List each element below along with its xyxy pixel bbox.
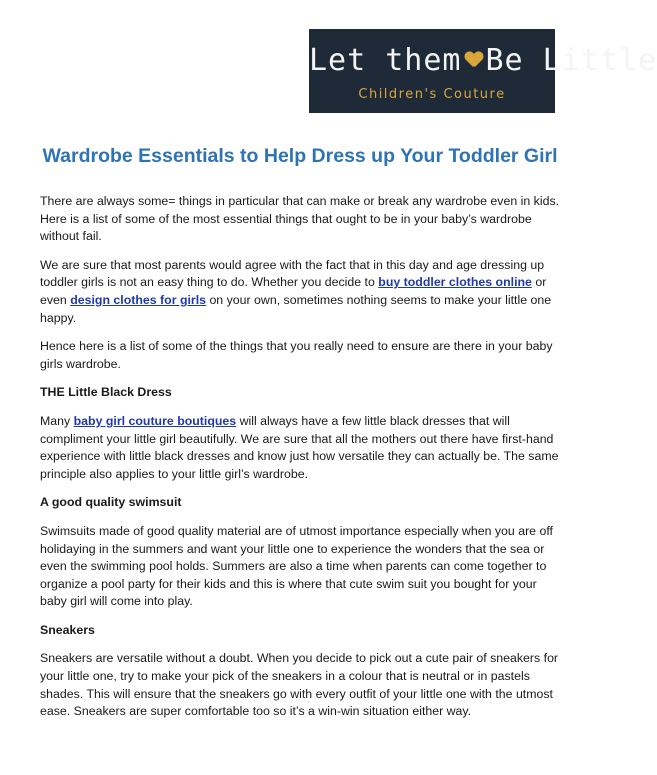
heading-swimsuit: A good quality swimsuit [40, 495, 182, 510]
paragraph-parents [40, 257, 562, 327]
paragraph-text: We are sure that most parents would agree with the fact that in this day and age dressing up toddler girls is not an easy thing to do. Whether you decide to [40, 257, 545, 290]
logo-text-part1: Let them [309, 43, 462, 78]
page-title: Wardrobe Essentials to Help Dress up Your Toddler Girl [42, 145, 558, 167]
paragraph-text: will always have a few little black dresses that will compliment your little girl beautifully. We are sure that all the mothers out there have first-hand experience with little black dresses and know just how versatile they can actually be. The same principle also applies to your little girl’s wardrobe. [40, 413, 559, 481]
paragraph-text: Many [40, 413, 74, 428]
paragraph-swimsuit: Swimsuits made of good quality material are of utmost importance especially when you are off holidaying in the summers and want your little one to experience the wonders that the sea or even the swimming pool holds. Summers are also a time when parents can come together to organize a pool party for their kids and this is where that cute swim suit you bought for your baby girl will come into play. [40, 523, 553, 609]
brand-logo [309, 29, 657, 113]
intro-paragraph: There are always some= things in particular that can make or break any wardrobe even in kids. Here is a list of some of the most essential things that ought to be in your baby’s wardrobe without fail. [40, 194, 560, 244]
logo-text-part2: Be Little [485, 43, 657, 78]
paragraph-list-intro: Hence here is a list of some of the things that you really need to ensure are there in your baby girls wardrobe. [40, 339, 553, 371]
paragraph-text: or even [40, 275, 547, 307]
link-buy-toddler-clothes-online[interactable]: buy toddler clothes online [378, 275, 532, 290]
article-body [40, 193, 562, 732]
link-design-clothes-for-girls[interactable]: design clothes for girls [70, 292, 207, 307]
logo-tagline: Children's Couture [358, 87, 506, 102]
logo-wordmark [309, 43, 657, 79]
link-baby-girl-couture-boutiques[interactable]: baby girl couture boutiques [73, 413, 237, 428]
heading-sneakers: Sneakers [40, 622, 95, 637]
heart-icon [465, 52, 483, 68]
paragraph-little-black-dress [40, 413, 562, 483]
paragraph-text: on your own, sometimes nothing seems to make your little one happy. [40, 292, 552, 325]
paragraph-sneakers: Sneakers are versatile without a doubt. When you decide to pick out a cute pair of sneakers for your little one, try to make your pick of the sneakers in a colour that is neutral or in pastels shades. This will ensure that the sneakers go with every outfit of your little one with the utmost ease. Sneakers are super comfortable too so it’s a win-win situation either way. [40, 651, 559, 719]
heading-little-black-dress: THE Little Black Dress [40, 385, 172, 400]
